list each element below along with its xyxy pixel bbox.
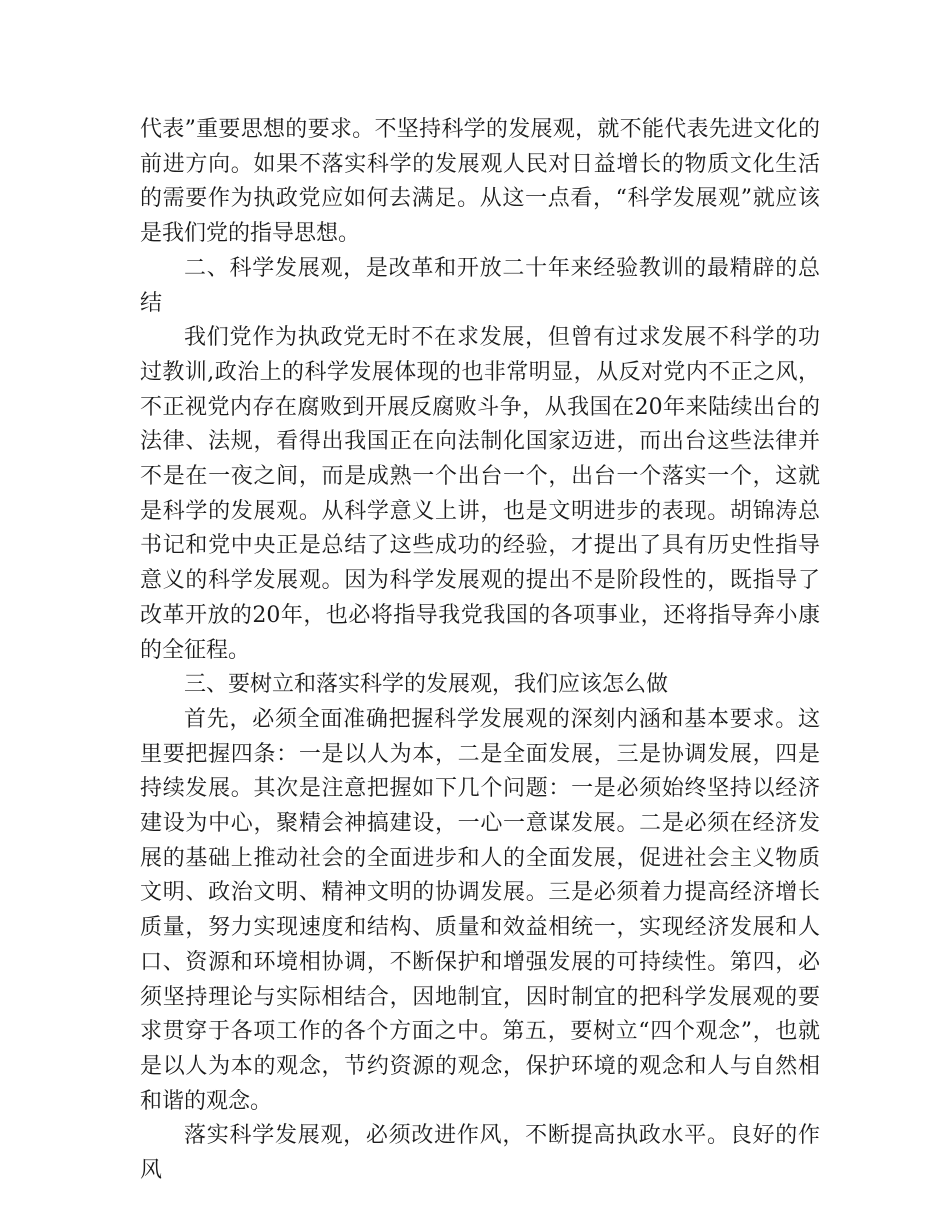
paragraph-continuation: 代表”重要思想的要求。不坚持科学的发展观，就不能代表先进文化的前进方向。如果不落实科学的发展观人民对日益增长的物质文化生活的需要作为执政党应如何去满足。从这一点看，“科学发展观”就应该是我们党的指导思想。 [140,117,820,247]
paragraph-requirements: 首先，必须全面准确把握科学发展观的深刻内涵和基本要求。这里要把握四条：一是以人为本，二是全面发展，三是协调发展，四是持续发展。其次是注意把握如下几个问题：一是必须始终坚持以经济建设为中心，聚精会神搞建设，一心一意谋发展。二是必须在经济发展的基础上推动社会的全面进步和人的全面发展，促进社会主义物质文明、政治文明、精神文明的协调发展。三是必须着力提高经济增长质量，努力实现速度和结构、质量和效益相统一，实现经济发展和人口、资源和环境相协调，不断保护和增强发展的可持续性。第四，必须坚持理论与实际相结合，因地制宜，因时制宜的把科学发展观的要求贯穿于各项工作的各个方面之中。第五，要树立“四个观念”，也就是以人为本的观念，节约资源的观念，保护环境的观念和人与自然相和谐的观念。 [140,706,820,1114]
paragraph-work-style: 落实科学发展观，必须改进作风，不断提高执政水平。良好的作风 [140,1123,820,1184]
section-heading-two: 二、科学发展观，是改革和开放二十年来经验教训的最精辟的总结 [140,255,820,316]
paragraph-party-development: 我们党作为执政党无时不在求发展，但曾有过求发展不科学的功过教训,政治上的科学发展体现的也非常明显，从反对党内不正之风，不正视党内存在腐败到开展反腐败斗争，从我国在20年来陆续出台的法律、法规，看得出我国正在向法制化国家迈进，而出台这些法律并不是在一夜之间，而是成熟一个出台一个，出台一个落实一个，这就是科学的发展观。从科学意义上讲，也是文明进步的表现。胡锦涛总书记和党中央正是总结了这些成功的经验，才提出了具有历史性指导意义的科学发展观。因为科学发展观的提出不是阶段性的，既指导了改革开放的20年，也必将指导我党我国的各项事业，还将指导奔小康的全征程。 [140,325,820,663]
section-heading-three: 三、要树立和落实科学的发展观，我们应该怎么做 [184,672,669,698]
document-body [140,113,820,1189]
